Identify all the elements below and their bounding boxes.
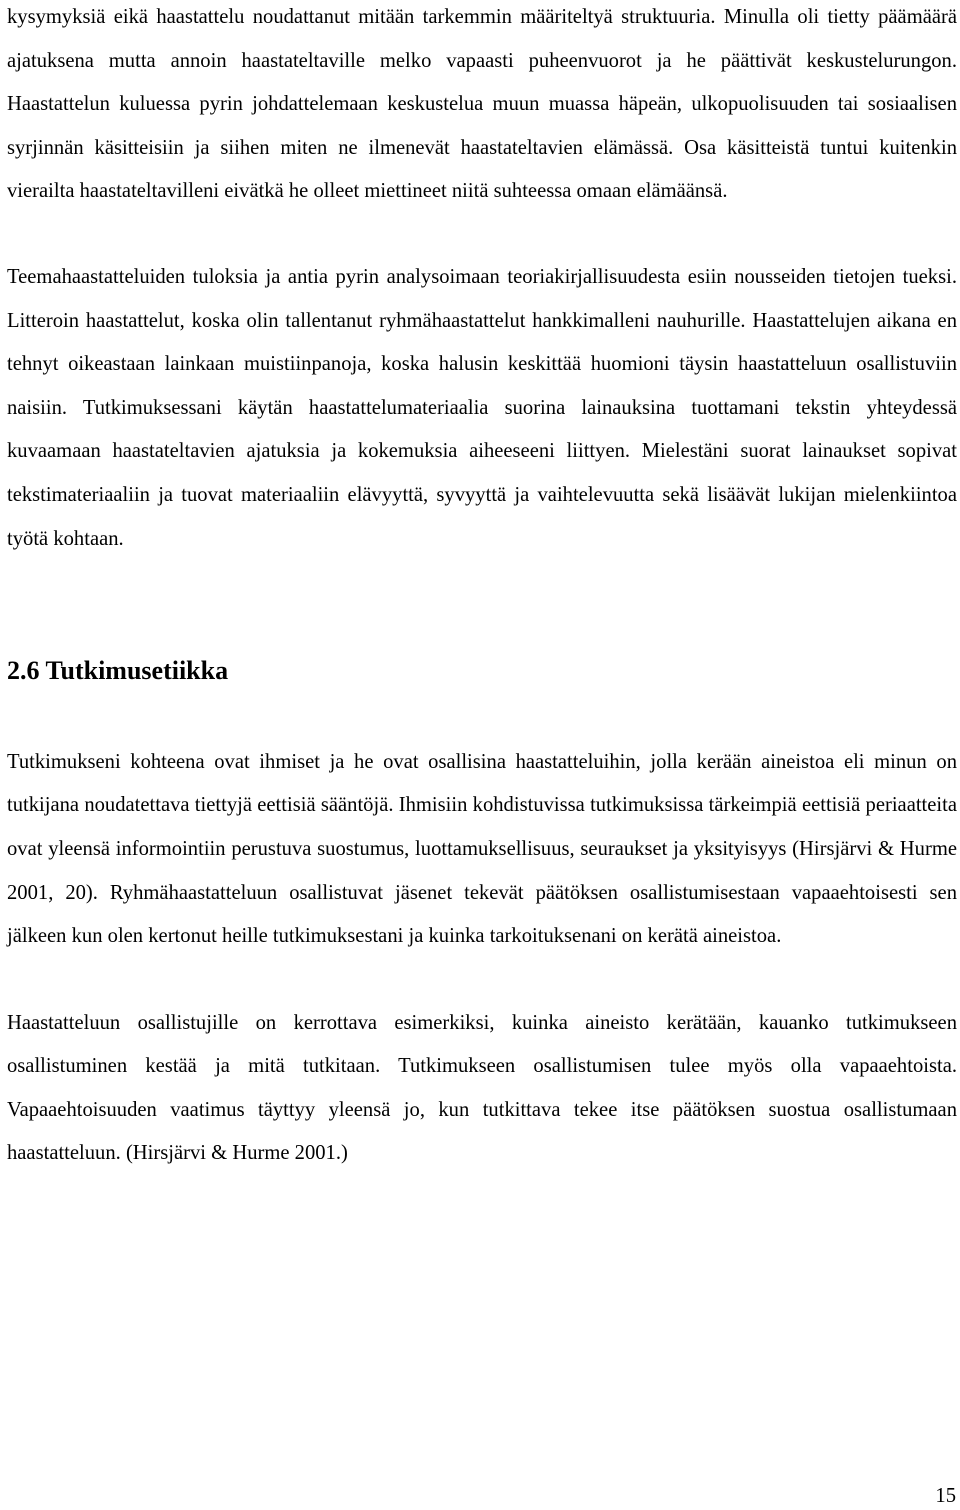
paragraph-interview-structure: kysymyksiä eikä haastattelu noudattanut mitään tarkemmin määriteltyä struktuuria. Minulla oli tietty päämäärä ajatuksena mutta annoin haastateltaville melko vapaasti puheenvuorot ja he päättivät keskustelurungon. Haastattelun kuluessa pyrin johdattelemaan keskustelua muun muassa häpeän, ulkopuolisuuden tai sosiaalisen syrjinnän käsitteisiin ja siihen miten ne ilmenevät haastateltavien elämässä. Osa käsitteistä tuntui kuitenkin vierailta haastateltavilleni eivätkä he olleet miettineet niitä suhteessa omaan elämäänsä. bbox=[7, 6, 957, 203]
page-number: 15 bbox=[935, 1485, 956, 1507]
document-page bbox=[7, 0, 957, 1176]
paragraph-participant-information: Haastatteluun osallistujille on kerrottava esimerkiksi, kuinka aineisto kerätään, kauanko tutkimukseen osallistuminen kestää ja mitä tutkitaan. Tutkimukseen osallistumisen tulee myös olla vapaaehtoista. Vapaaehtoisuuden vaatimus täyttyy yleensä jo, kun tutkittava tekee itse päätöksen suostua osallistumaan haastatteluun. (Hirsjärvi & Hurme 2001.) bbox=[7, 1011, 957, 1165]
paragraph-theme-interview-analysis: Teemahaastatteluiden tuloksia ja antia pyrin analysoimaan teoriakirjallisuudesta esiin nousseiden tietojen tueksi. Litteroin haastattelut, koska olin tallentanut ryhmähaastattelut hankkimalleni nauhurille. Haastattelujen aikana en tehnyt oikeastaan lainkaan muistiinpanoja, koska halusin keskittää huomioni täysin haastatteluun osallistuviin naisiin. Tutkimuksessani käytän haastattelumateriaalia suorina lainauksina tuottamani tekstin yhteydessä kuvaamaan haastateltavien ajatuksia ja kokemuksia aiheeseeni liittyen. Mielestäni suorat lainaukset sopivat tekstimateriaaliin ja tuovat materiaaliin elävyyttä, syvyyttä ja vaihtelevuutta sekä lisäävät lukijan mielenkiintoa työtä kohtaan. bbox=[7, 265, 957, 550]
paragraph-research-ethics: Tutkimukseni kohteena ovat ihmiset ja he ovat osallisina haastatteluihin, jolla kerään aineistoa eli minun on tutkijana noudatettava tiettyjä eettisiä sääntöjä. Ihmisiin kohdistuvissa tutkimuksissa tärkeimpiä eettisiä periaatteita ovat yleensä informointiin perustuva suostumus, luottamuksellisuus, seuraukset ja yksityisyys (Hirsjärvi & Hurme 2001, 20). Ryhmähaastatteluun osallistuvat jäsenet tekevät päätöksen osallistumisestaan vapaaehtoisesti sen jälkeen kun olen kertonut heille tutkimuksestani ja kuinka tarkoituksenani on kerätä aineistoa. bbox=[7, 750, 957, 948]
section-heading: 2.6 Tutkimusetiikka bbox=[7, 656, 229, 686]
